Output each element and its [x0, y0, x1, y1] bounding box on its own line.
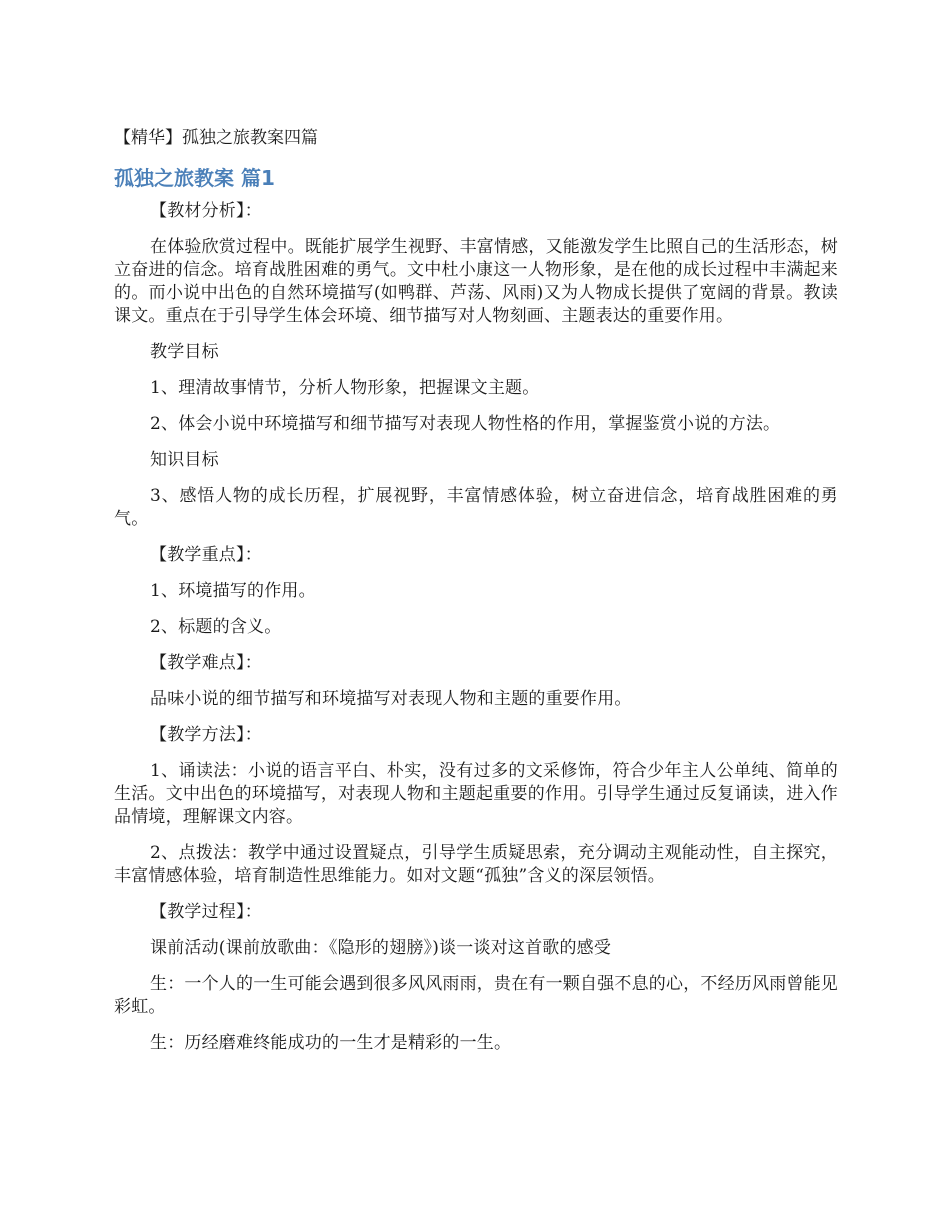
paragraph: 生：历经磨难终能成功的一生才是精彩的一生。 [150, 1033, 512, 1053]
paragraph: 课前活动(课前放歌曲：《隐形的翅膀》)谈一谈对这首歌的感受 [150, 938, 612, 958]
paragraph: 在体验欣赏过程中。既能扩展学生视野、丰富情感，又能激发学生比照自己的生活形态，树立奋进的信念。培育战胜困难的勇气。文中杜小康这一人物形象，是在他的成长过程中丰满起来的。而小说中出色的自然环境描写(如鸭群、芦荡、风雨)又为人物成长提供了宽阔的背景。教读课文。重点在于引导学生体会环境、细节描写对人物刻画、主题表达的重要作用。 [114, 237, 838, 326]
paragraph: 3、感悟人物的成长历程，扩展视野，丰富情感体验，树立奋进信念，培育战胜困难的勇气。 [114, 486, 838, 529]
paragraph: 【教学方法】： [150, 725, 262, 745]
paragraph: 2、体会小说中环境描写和细节描写对表现人物性格的作用，掌握鉴赏小说的方法。 [150, 414, 781, 434]
paragraph: 【教学过程】： [150, 902, 262, 922]
paragraph: 品味小说的细节描写和环境描写对表现人物和主题的重要作用。 [150, 689, 632, 709]
paragraph: 生：一个人的一生可能会遇到很多风风雨雨，贵在有一颗自强不息的心，不经历风雨曾能见彩虹。 [114, 974, 838, 1017]
paragraph: 【教学重点】： [150, 545, 262, 565]
paragraph: 1、诵读法：小说的语言平白、朴实，没有过多的文采修饰，符合少年主人公单纯、简单的生活。文中出色的环境描写，对表现人物和主题起重要的作用。引导学生通过反复诵读，进入作品情境，理解课文内容。 [114, 761, 838, 827]
paragraph: 知识目标 [150, 450, 219, 470]
document-title: 【精华】孤独之旅教案四篇 [114, 128, 318, 148]
paragraph: 2、标题的含义。 [150, 617, 282, 637]
paragraph: 2、点拨法：教学中通过设置疑点，引导学生质疑思索，充分调动主观能动性，自主探究，丰富情感体验，培育制造性思维能力。如对文题“孤独”含义的深层领悟。 [114, 843, 838, 886]
section-heading: 孤独之旅教案 篇1 [114, 166, 275, 190]
paragraph: 教学目标 [150, 342, 219, 362]
document-body [114, 200, 838, 1068]
paragraph: 1、环境描写的作用。 [150, 581, 316, 601]
paragraph: 1、理清故事情节，分析人物形象，把握课文主题。 [150, 378, 540, 398]
paragraph: 【教学难点】： [150, 653, 262, 673]
paragraph: 【教材分析】： [150, 201, 262, 221]
